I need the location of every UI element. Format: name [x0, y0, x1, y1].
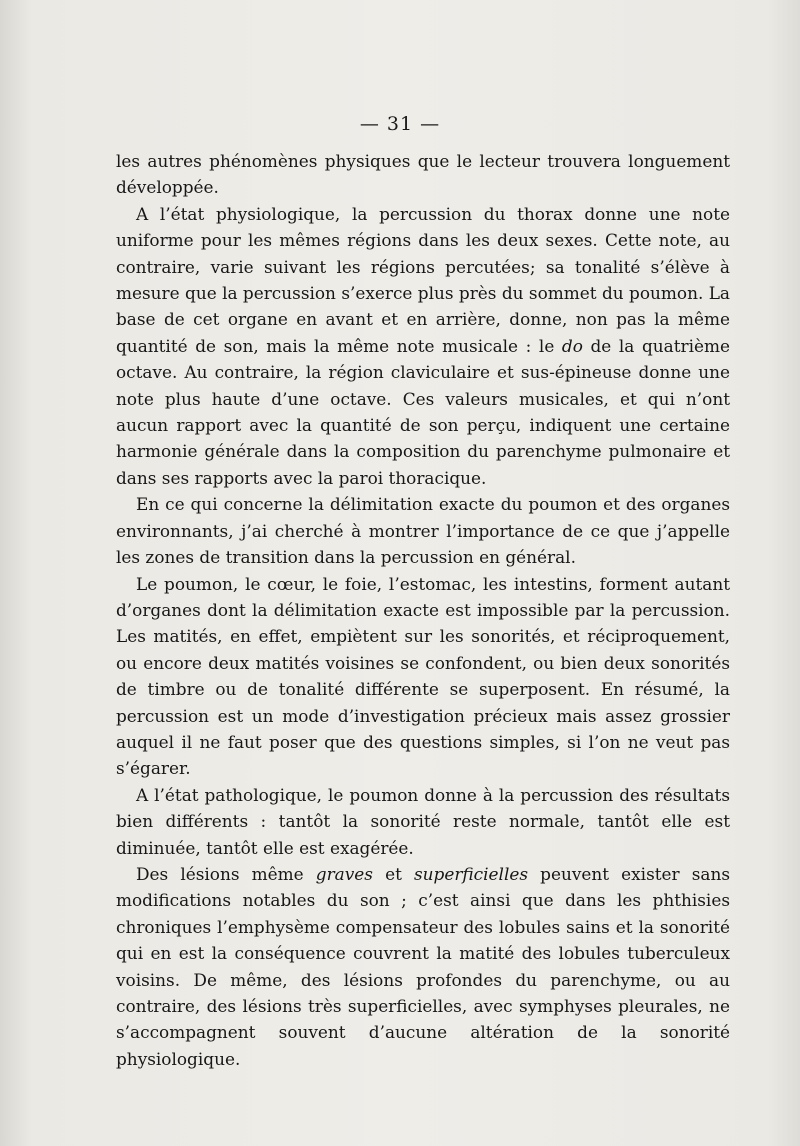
paragraph: [116, 782, 730, 861]
paragraph: [116, 491, 730, 570]
italic-term: graves: [315, 863, 373, 884]
paragraph: [116, 861, 730, 1072]
italic-term: do: [561, 335, 583, 356]
body-text: [116, 148, 730, 1072]
paragraph: [116, 148, 730, 201]
text-run: peuvent exister sans modifications notables du son ; c’est ainsi que dans les phthisies chroniques l’emphysème compensateur des lobules sains et la sonorité qui en est la conséquence couvrent la matité des lobules tuberculeux voisins. De même, des lésions profondes du parenchyme, ou au contraire, des lésions très superficielles, avec symphyses pleurales, ne s’accompagnent souvent d’aucune altération de la sonorité physiologique.: [116, 863, 730, 1069]
page-number: — 31 —: [359, 113, 441, 135]
text-run: les autres phénomènes physiques que le lecteur trouvera longuement développée.: [116, 151, 730, 198]
paragraph: [116, 201, 730, 491]
paragraph: [116, 571, 730, 782]
text-run: Le poumon, le cœur, le foie, l’estomac, les intestins, forment autant d’organes dont la délimitation exacte est impossible par la percussion. Les matités, en effet, empiètent sur les sonorités, et réciproquement, ou encore deux matités voisines se confondent, ou bien deux sonorités de timbre ou de tonalité différente se superposent. En résumé, la percussion est un mode d’investigation précieux mais assez grossier auquel il ne faut poser que des questions simples, si l’on ne veut pas s’égarer.: [116, 573, 730, 779]
text-run: Des lésions même: [136, 863, 316, 884]
text-run: En ce qui concerne la délimitation exacte du poumon et des organes environnants, j’ai cherché à montrer l’importance de ce que j’appelle les zones de transition dans la percussion en général.: [116, 494, 730, 568]
text-run: et: [372, 863, 414, 884]
text-run: de la quatrième octave. Au contraire, la région claviculaire et sus-épineuse donne une note plus haute d’une octave. Ces valeurs musicales, et qui n’ont aucun rapport avec la quantité de son perçu, indiquent une certaine harmonie générale dans la composition du parenchyme pulmonaire et dans ses rapports avec la paroi thoracique.: [116, 335, 731, 488]
italic-term: superficielles: [413, 863, 529, 884]
text-run: A l’état physiologique, la percussion du thorax donne une note uniforme pour les mêmes régions dans les deux sexes. Cette note, au contraire, varie suivant les régions percutées; sa tonalité s’élève à mesure que la percussion s’exerce plus près du sommet du poumon. La base de cet organe en avant et en arrière, donne, non pas la même quantité de son, mais la même note musicale : le: [116, 203, 730, 356]
text-run: A l’état pathologique, le poumon donne à la percussion des résultats bien différents : tantôt la sonorité reste normale, tantôt elle est diminuée, tantôt elle est exagérée.: [116, 784, 730, 858]
